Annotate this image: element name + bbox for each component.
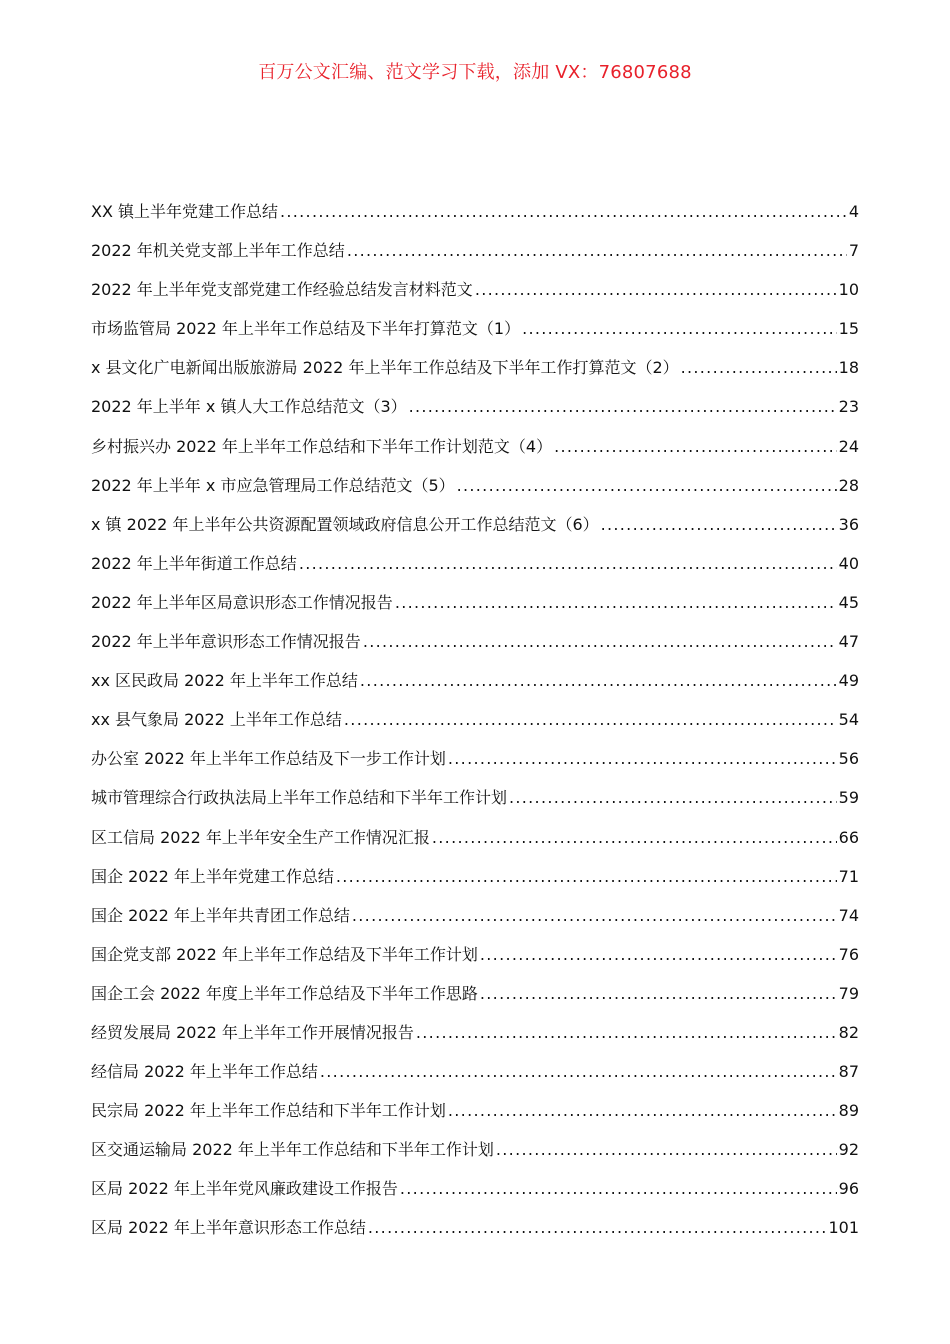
- toc-entry[interactable]: [91, 630, 859, 669]
- toc-dot-leader: [496, 1138, 837, 1162]
- toc-entry[interactable]: [91, 552, 859, 591]
- toc-entry[interactable]: [91, 356, 859, 395]
- toc-entry-title: x 镇 2022 年上半年公共资源配置领域政府信息公开工作总结范文（6）: [91, 514, 599, 534]
- toc-entry-page-number: 66: [838, 827, 859, 847]
- toc-entry-page-number: 15: [838, 319, 859, 339]
- toc-entry[interactable]: [91, 1138, 859, 1177]
- toc-dot-leader: [554, 435, 837, 459]
- toc-dot-leader: [368, 1216, 827, 1240]
- toc-entry-title: 经贸发展局 2022 年上半年工作开展情况报告: [91, 1022, 414, 1042]
- toc-entry-page-number: 54: [838, 710, 859, 730]
- toc-entry[interactable]: [91, 669, 859, 708]
- toc-entry[interactable]: [91, 239, 859, 278]
- toc-entry-page-number: 56: [838, 749, 859, 769]
- toc-entry-page-number: 40: [838, 553, 859, 573]
- toc-entry-title: 2022 年上半年街道工作总结: [91, 553, 297, 573]
- toc-entry[interactable]: [91, 747, 859, 786]
- toc-entry-page-number: 101: [828, 1218, 859, 1238]
- toc-entry[interactable]: [91, 1021, 859, 1060]
- toc-entry-page-number: 23: [838, 397, 859, 417]
- toc-entry[interactable]: [91, 943, 859, 982]
- toc-dot-leader: [336, 865, 837, 889]
- toc-entry-page-number: 74: [838, 905, 859, 925]
- toc-entry[interactable]: [91, 826, 859, 865]
- toc-entry[interactable]: [91, 513, 859, 552]
- toc-dot-leader: [320, 1060, 837, 1084]
- toc-entry-title: 2022 年上半年党支部党建工作经验总结发言材料范文: [91, 280, 473, 300]
- toc-entry-title: 民宗局 2022 年上半年工作总结和下半年工作计划: [91, 1101, 446, 1121]
- toc-entry-title: 区局 2022 年上半年党风廉政建设工作报告: [91, 1179, 398, 1199]
- toc-entry-title: XX 镇上半年党建工作总结: [91, 202, 279, 221]
- toc-dot-leader: [480, 982, 837, 1006]
- toc-entry[interactable]: [91, 200, 859, 239]
- toc-entry-page-number: 4: [848, 202, 859, 221]
- toc-dot-leader: [448, 747, 837, 771]
- toc-entry-title: 区工信局 2022 年上半年安全生产工作情况汇报: [91, 827, 430, 847]
- toc-entry-page-number: 71: [838, 866, 859, 886]
- toc-dot-leader: [409, 395, 837, 419]
- toc-dot-leader: [475, 278, 837, 302]
- toc-dot-leader: [299, 552, 837, 576]
- toc-entry[interactable]: [91, 1177, 859, 1216]
- toc-entry[interactable]: [91, 395, 859, 434]
- toc-dot-leader: [344, 708, 837, 732]
- toc-entry-title: 国企 2022 年上半年共青团工作总结: [91, 905, 350, 925]
- toc-dot-leader: [352, 904, 837, 928]
- toc-entry-title: 国企党支部 2022 年上半年工作总结及下半年工作计划: [91, 944, 478, 964]
- toc-entry-title: 城市管理综合行政执法局上半年工作总结和下半年工作计划: [91, 788, 508, 808]
- toc-entry-title: 2022 年上半年 x 镇人大工作总结范文（3）: [91, 397, 407, 417]
- toc-entry-page-number: 10: [838, 280, 859, 300]
- toc-entry-title: 2022 年机关党支部上半年工作总结: [91, 241, 345, 261]
- toc-entry-title: 2022 年上半年 x 市应急管理局工作总结范文（5）: [91, 475, 455, 495]
- toc-dot-leader: [395, 591, 837, 615]
- toc-entry-title: 办公室 2022 年上半年工作总结及下一步工作计划: [91, 749, 446, 769]
- toc-dot-leader: [601, 513, 837, 537]
- toc-entry-page-number: 7: [848, 241, 859, 261]
- toc-entry-page-number: 59: [838, 788, 859, 808]
- toc-entry[interactable]: [91, 708, 859, 747]
- toc-entry[interactable]: [91, 1060, 859, 1099]
- toc-entry-title: 国企工会 2022 年度上半年工作总结及下半年工作思路: [91, 983, 478, 1003]
- toc-entry-title: xx 县气象局 2022 上半年工作总结: [91, 710, 342, 730]
- toc-entry-page-number: 47: [838, 632, 859, 652]
- toc-dot-leader: [416, 1021, 837, 1045]
- toc-entry-title: 乡村振兴办 2022 年上半年工作总结和下半年工作计划范文（4）: [91, 436, 553, 456]
- toc-dot-leader: [480, 943, 837, 967]
- toc-entry-title: 2022 年上半年意识形态工作情况报告: [91, 632, 361, 652]
- toc-entry-page-number: 28: [838, 475, 859, 495]
- toc-entry-title: 区交通运输局 2022 年上半年工作总结和下半年工作计划: [91, 1140, 494, 1160]
- toc-entry[interactable]: [91, 591, 859, 630]
- table-of-contents: [91, 200, 859, 1256]
- toc-entry-page-number: 18: [838, 358, 859, 378]
- toc-entry[interactable]: [91, 435, 859, 474]
- toc-entry-title: 区局 2022 年上半年意识形态工作总结: [91, 1218, 366, 1238]
- toc-entry-page-number: 79: [838, 983, 859, 1003]
- toc-dot-leader: [400, 1177, 837, 1201]
- toc-entry-page-number: 89: [838, 1101, 859, 1121]
- toc-entry-title: 国企 2022 年上半年党建工作总结: [91, 866, 334, 886]
- toc-entry[interactable]: [91, 786, 859, 825]
- toc-dot-leader: [522, 317, 837, 341]
- toc-dot-leader: [457, 474, 837, 498]
- promo-header: 百万公文汇编、范文学习下载，添加 VX：76807688: [258, 62, 692, 83]
- toc-entry-page-number: 36: [838, 514, 859, 534]
- toc-entry[interactable]: [91, 474, 859, 513]
- toc-entry[interactable]: [91, 982, 859, 1021]
- toc-entry-page-number: 87: [838, 1062, 859, 1082]
- toc-dot-leader: [681, 356, 837, 380]
- toc-entry-page-number: 92: [838, 1140, 859, 1160]
- toc-dot-leader: [280, 200, 847, 224]
- toc-dot-leader: [360, 669, 837, 693]
- toc-dot-leader: [363, 630, 837, 654]
- toc-entry-title: xx 区民政局 2022 年上半年工作总结: [91, 671, 358, 691]
- toc-entry-page-number: 96: [838, 1179, 859, 1199]
- toc-dot-leader: [448, 1099, 837, 1123]
- toc-entry[interactable]: [91, 865, 859, 904]
- toc-entry[interactable]: [91, 278, 859, 317]
- toc-entry-title: x 县文化广电新闻出版旅游局 2022 年上半年工作总结及下半年工作打算范文（2）: [91, 358, 679, 378]
- toc-entry-title: 市场监管局 2022 年上半年工作总结及下半年打算范文（1）: [91, 319, 521, 339]
- toc-entry-page-number: 76: [838, 944, 859, 964]
- toc-entry[interactable]: [91, 1099, 859, 1138]
- toc-entry-page-number: 82: [838, 1022, 859, 1042]
- toc-entry-page-number: 45: [838, 592, 859, 612]
- toc-dot-leader: [432, 826, 837, 850]
- toc-entry-title: 2022 年上半年区局意识形态工作情况报告: [91, 592, 393, 612]
- toc-entry-page-number: 49: [838, 671, 859, 691]
- toc-entry-title: 经信局 2022 年上半年工作总结: [91, 1062, 318, 1082]
- toc-entry[interactable]: [91, 904, 859, 943]
- toc-entry[interactable]: [91, 1216, 859, 1255]
- toc-entry-page-number: 24: [838, 436, 859, 456]
- toc-dot-leader: [509, 786, 837, 810]
- toc-entry[interactable]: [91, 317, 859, 356]
- toc-dot-leader: [347, 239, 847, 263]
